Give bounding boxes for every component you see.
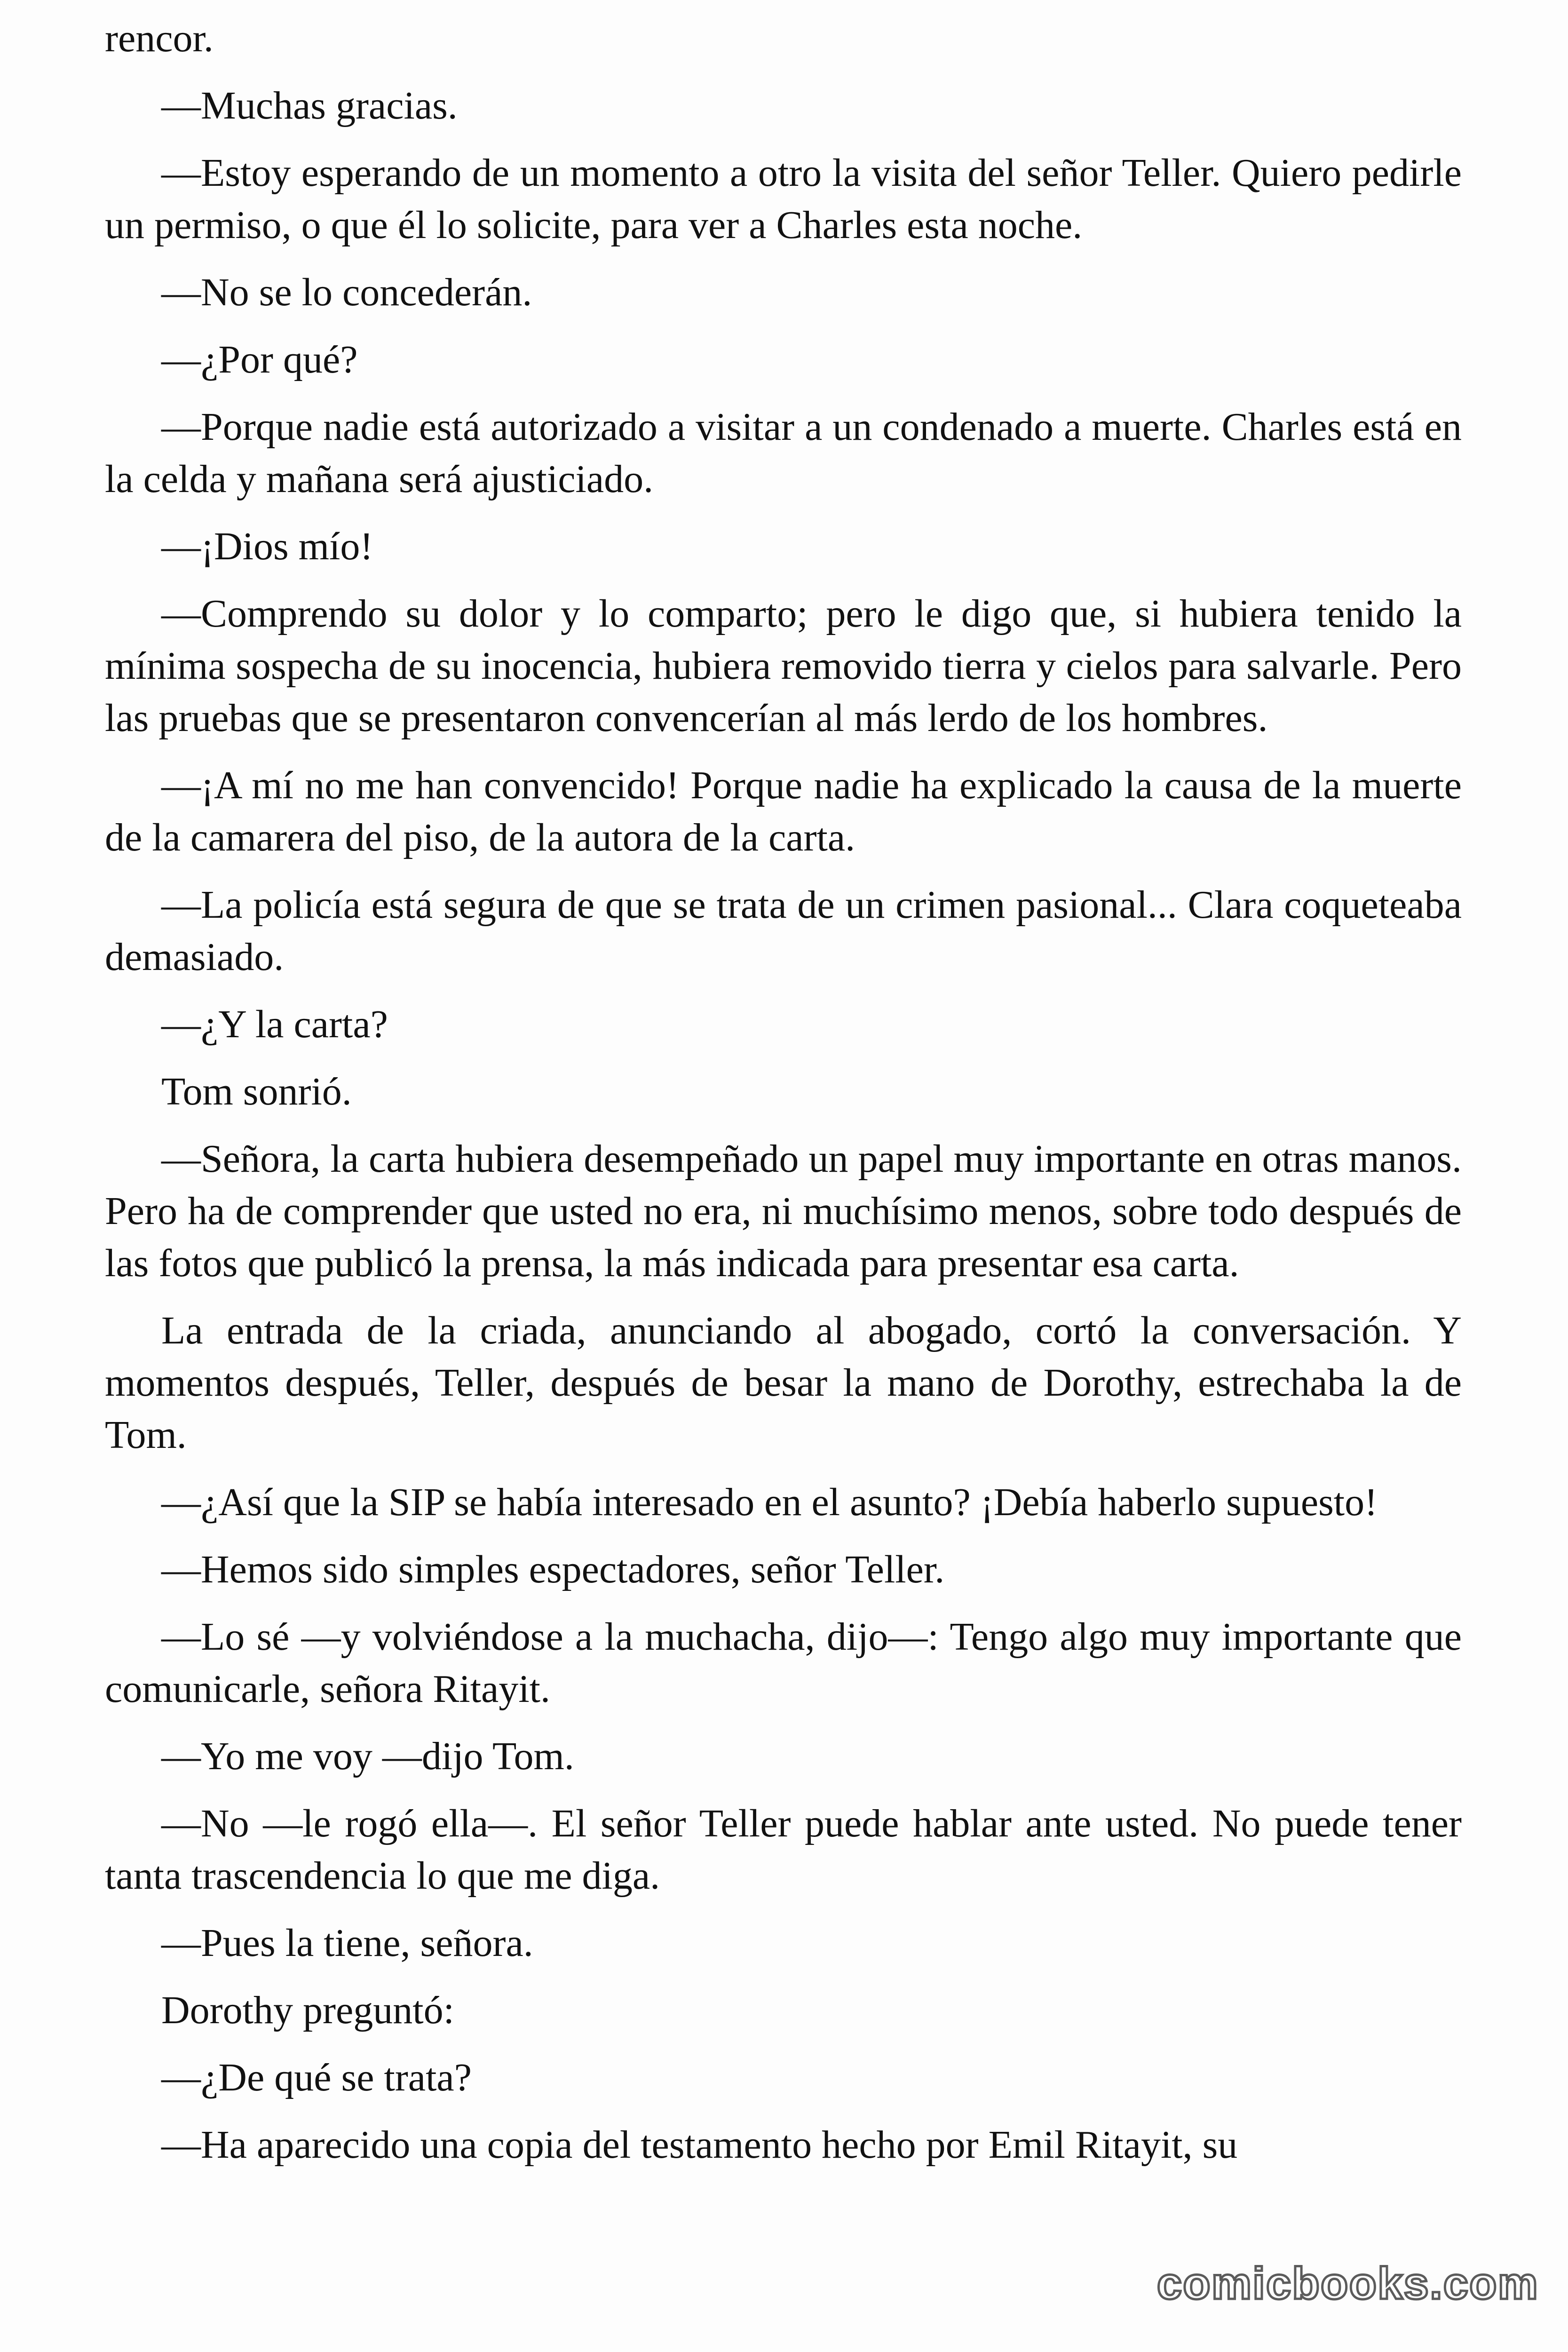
paragraph: —¡A mí no me han convencido! Porque nadie ha explicado la causa de la muerte de la camarera del piso, de la autora de la carta.: [105, 763, 1462, 859]
paragraph: —Señora, la carta hubiera desempeñado un papel muy importante en otras manos. Pero ha de comprender que usted no era, ni muchísimo menos, sobre todo después de las fotos que publicó la prensa, la más indicada para presentar esa carta.: [105, 1137, 1462, 1285]
paragraph: —Yo me voy —dijo Tom.: [161, 1734, 574, 1778]
paragraph: —¡Dios mío!: [161, 524, 373, 568]
paragraph: —¿Así que la SIP se había interesado en el asunto? ¡Debía haberlo supuesto!: [161, 1480, 1378, 1524]
paragraph: —Hemos sido simples espectadores, señor Teller.: [161, 1548, 945, 1591]
paragraph: —Estoy esperando de un momento a otro la visita del señor Teller. Quiero pedirle un permiso, o que él lo solicite, para ver a Charles esta noche.: [105, 151, 1462, 247]
paragraph: —¿De qué se trata?: [161, 2056, 472, 2099]
paragraph: —La policía está segura de que se trata de un crimen pasional... Clara coqueteaba demasiado.: [105, 883, 1462, 979]
paragraph: —Pues la tiene, señora.: [161, 1921, 533, 1965]
paragraph: —Ha aparecido una copia del testamento hecho por Emil Ritayit, su: [161, 2123, 1238, 2167]
body-text: [105, 12, 1462, 2186]
watermark: comicbooks.com: [1156, 2258, 1539, 2309]
paragraph: La entrada de la criada, anunciando al abogado, cortó la conversación. Y momentos después, Teller, después de besar la mano de Dorothy, estrechaba la de Tom.: [105, 1309, 1462, 1457]
paragraph: —No se lo concederán.: [161, 270, 532, 314]
paragraph: —Lo sé —y volviéndose a la muchacha, dijo—: Tengo algo muy importante que comunicarle, señora Ritayit.: [105, 1615, 1462, 1711]
paragraph: —Comprendo su dolor y lo comparto; pero le digo que, si hubiera tenido la mínima sospecha de su inocencia, hubiera removido tierra y cielos para salvarle. Pero las pruebas que se presentaron convencerían al más lerdo de los hombres.: [105, 592, 1462, 740]
paragraph: —¿Y la carta?: [161, 1002, 388, 1046]
paragraph: Dorothy preguntó:: [161, 1988, 454, 2032]
paragraph: —No —le rogó ella—. El señor Teller puede hablar ante usted. No puede tener tanta trascendencia lo que me diga.: [105, 1802, 1462, 1898]
paragraph: —Porque nadie está autorizado a visitar a un condenado a muerte. Charles está en la celda y mañana será ajusticiado.: [105, 405, 1462, 501]
paragraph: —¿Por qué?: [161, 338, 358, 381]
paragraph: Tom sonrió.: [161, 1070, 352, 1113]
paragraph: —Muchas gracias.: [161, 84, 458, 127]
paragraph-continuation: rencor.: [105, 16, 214, 60]
